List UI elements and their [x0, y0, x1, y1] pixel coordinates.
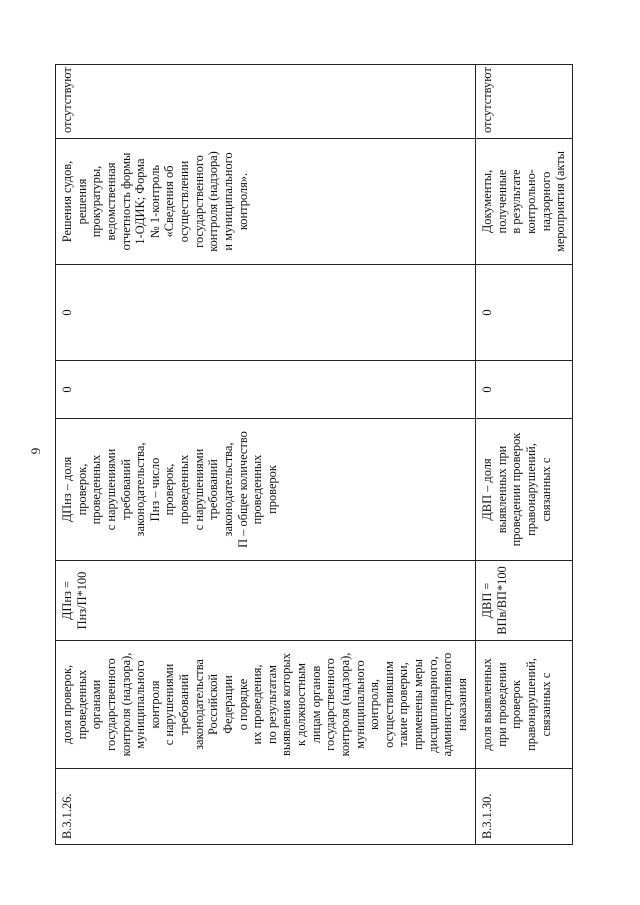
indicator-code: В.3.1.26.: [56, 769, 476, 845]
indicator-value-a: 0: [476, 361, 573, 419]
indicator-source: Документы, полученные в результате контрольно-надзорного мероприятия (акты: [476, 139, 573, 265]
indicator-formula: ДПнз = Пнз/П*100: [56, 561, 476, 641]
indicator-note: отсутствуют: [476, 65, 573, 139]
indicator-definition: ДПнз – доля проверок, проведенных с нарушениями требований законодательства, Пнз – число проверок, проведенных с нарушениями требований законодательства, П – общее количество проведенных проверок: [56, 419, 476, 561]
indicator-formula: ДВП = ВПв/ВП*100: [476, 561, 573, 641]
indicators-table: [55, 64, 573, 845]
indicator-note: отсутствуют: [56, 65, 476, 139]
indicator-name: доля выявленных при проведении проверок правонарушений, связанных с: [476, 641, 573, 769]
indicator-source: Решения судов, решения прокуратуры, ведомственная отчетность формы 1-ОДИК; Форма № 1-контроль «Сведения об осуществлении государственного контроля (надзора) и муниципального контроля».: [56, 139, 476, 265]
rotated-table-wrapper: [55, 65, 568, 845]
indicator-name: доля проверок, проведенных органами государственного контроля (надзора), муниципального контроля с нарушениями требований законодательства Российской Федерации о порядке их проведения, по результатам выявления которых к должностным лицам органов государственного контроля (надзора), муниципального контроля, осуществившим такие проверки, применены меры дисциплинарного, административного наказания: [56, 641, 476, 769]
indicator-code: В.3.1.30.: [476, 769, 573, 845]
table-row: [56, 65, 476, 845]
indicator-value-b: 0: [56, 265, 476, 361]
indicator-value-a: 0: [56, 361, 476, 419]
table-row: [476, 65, 573, 845]
indicator-value-b: 0: [476, 265, 573, 361]
page-number: 9: [28, 447, 43, 455]
indicator-definition: ДВП – доля выявленных при проведении проверок правонарушений, связанных с: [476, 419, 573, 561]
